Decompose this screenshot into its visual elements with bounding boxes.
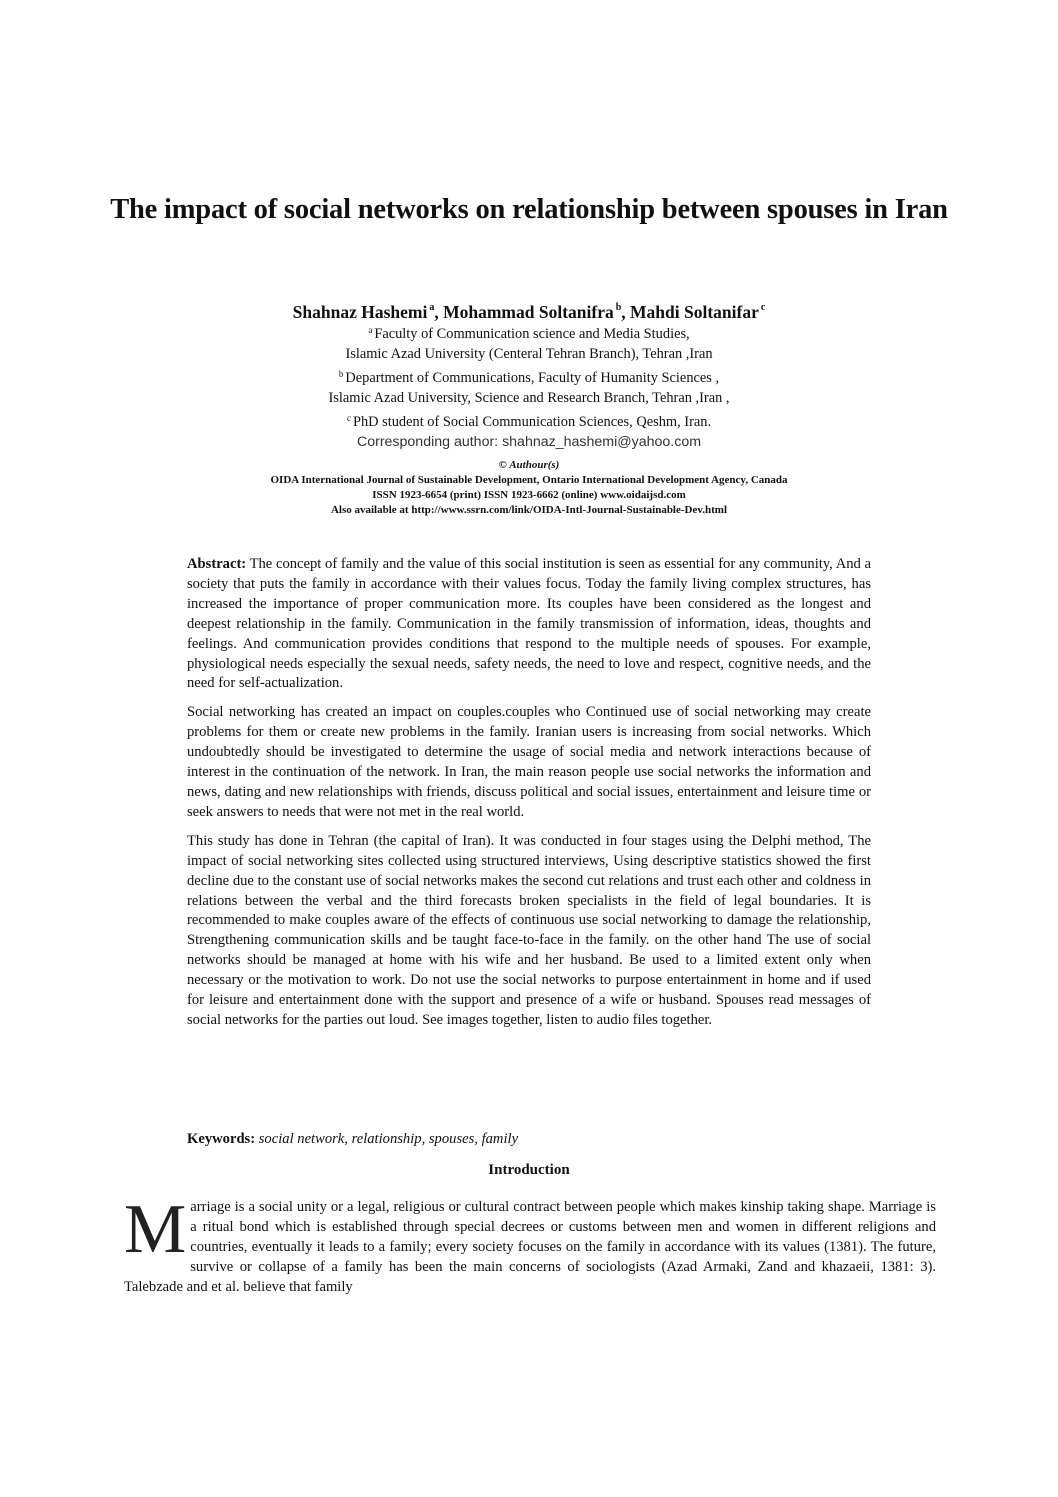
author-affil-mark: c [760,302,766,313]
availability-line: Also available at http://www.ssrn.com/link/OIDA-Intl-Journal-Sustainable-Dev.html [330,504,728,516]
author-affil-mark: b [615,302,622,313]
affil-text: Faculty of Communication science and Media Studies, [374,326,690,342]
affil-mark: b [338,369,344,379]
affiliation-a-line2: Islamic Azad University (Centeral Tehran Branch), Tehran ,Iran [345,346,713,362]
affiliation-b-line2: Islamic Azad University, Science and Research Branch, Tehran ,Iran , [328,390,730,406]
copyright-line: © Authour(s) [498,459,560,471]
drop-cap: M [124,1191,187,1268]
copyright-block [100,458,958,518]
keywords-label: Keywords: [187,1131,256,1147]
abstract-text: The concept of family and the value of this social institution is seen as essential for any community, And a society that puts the family in accordance with their values focus. Today the family living complex structures, has increased the importance of proper communication more. Its couples have been considered as the longest and deepest relationship in the family. Communication in the family transmission of information, ideas, thoughts and feelings. And communication provides conditions that respond to the multiple needs of spouses. For example, physiological needs especially the sexual needs, safety needs, the need to love and respect, cognitive needs, and the need for self-actualization. [187,556,871,692]
keywords-text: social network, relationship, spouses, family [255,1131,519,1147]
affil-text: PhD student of Social Communication Sciences, Qeshm, Iran. [352,414,712,430]
affil-mark: a [368,325,373,335]
author-name: Shahnaz Hashemi [292,302,428,322]
author-list: Shahnaz Hashemi $^a$, Mohammad Soltanifra $^b$, Mahdi Soltanifar $^c$ [292,302,766,322]
author-name: Mohammad Soltanifra [443,302,614,322]
corresponding-author: Corresponding author: shahnaz_hashemi@yahoo.com [356,434,702,450]
affiliation-a-line1 [100,320,958,344]
abstract [187,555,871,1040]
affiliations [100,320,958,452]
abstract-paragraph: Social networking has created an impact on couples.couples who Continued use of social networking may create problems for them or create new problems in the family. Iranian users is increasing from social networks. Which undoubtedly should be investigated to determine the usage of social media and network interactions because of interest in the continuation of the network. In Iran, the main reason people use social networks the information and news, dating and new relationships with friends, discuss political and social issues, entertainment and leisure time or seek answers to needs that were not met in the real world. [187,704,871,820]
abstract-label: Abstract: [187,556,247,572]
journal-line: OIDA International Journal of Sustainable Development, Ontario International Development Agency, Canada [270,474,788,486]
affiliation-c-line1 [100,408,958,432]
introduction-heading: Introduction [488,1162,570,1178]
abstract-paragraph: This study has done in Tehran (the capital of Iran). It was conducted in four stages using the Delphi method, The impact of social networking sites collected using structured interviews, Using descriptive statistics showed the first decline due to the constant use of social networks makes the second cut relations and trust each other and coldness in relations between the verbal and the third forecasts broken specialists in the field of legal boundaries. It is recommended to make couples aware of the effects of continuous use social networking to damage the relationship, Strengthening communication skills and be taught face-to-face in the family. on the other hand The use of social networks should be managed at home with his wife and her husband. Be used to a limited extent only when necessary or the motivation to work. Do not use the social networks to purpose entertainment in home and if used for leisure and entertainment done with the support and presence of a wife or husband. Spouses read messages of social networks for the parties out loud. See images together, listen to audio files together. [187,832,871,1028]
author-affil-mark: a [429,302,435,313]
abstract-paragraph [187,555,871,694]
author-name: Mahdi Soltanifar [630,302,759,322]
paper-title: The impact of social networks on relationship between spouses in Iran [110,194,948,225]
keywords [187,1129,871,1149]
introduction-paragraph: arriage is a social unity or a legal, religious or cultural contract between people which makes kinship taking shape. Marriage is a ritual bond which is established through special decrees or customs between men and women in different religions and countries, eventually it leads to a family; every society focuses on the family in accordance with its values (1381). The future, survive or collapse of a family has been the main concerns of sociologists (Azad Armaki, Zand and khazaeii, 1381: 3). Talebzade and et al. believe that family [124,1199,936,1295]
affil-text: Department of Communications, Faculty of Humanity Sciences , [345,370,720,386]
issn-line: ISSN 1923-6654 (print) ISSN 1923-6662 (online) www.oidaijsd.com [372,489,686,501]
affil-mark: c [346,413,351,423]
introduction-body [124,1191,936,1298]
affiliation-b-line1 [100,364,958,388]
